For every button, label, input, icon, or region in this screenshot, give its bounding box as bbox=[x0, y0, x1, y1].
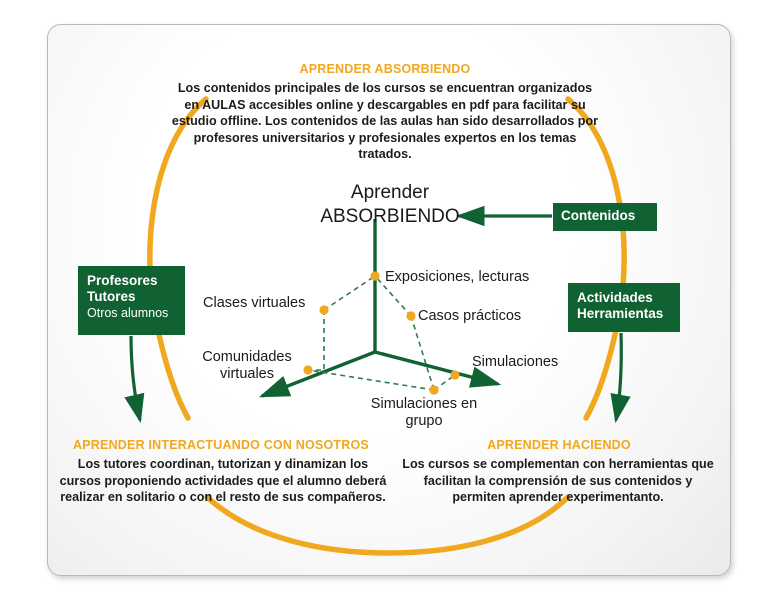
heading-aprender-interactuando: APRENDER INTERACTUANDO CON NOSOTROS bbox=[73, 438, 369, 452]
box-actividades-line1: Actividades bbox=[577, 290, 653, 305]
node-dots bbox=[303, 271, 459, 394]
center-title-line1: Aprender bbox=[350, 182, 430, 203]
arrow-profesores-down bbox=[131, 336, 140, 420]
node-dot-exposiciones bbox=[370, 271, 379, 280]
box-profesores-line3: Otros alumnos bbox=[87, 306, 169, 320]
node-dot-clases-virtuales bbox=[319, 305, 328, 314]
label-simulaciones-en-grupo: Simulaciones en grupo bbox=[370, 396, 478, 429]
node-dot-simulaciones bbox=[450, 370, 459, 379]
label-exposiciones-lecturas: Exposiciones, lecturas bbox=[385, 269, 530, 285]
box-actividades-herramientas bbox=[568, 283, 680, 332]
node-dot-casos-practicos bbox=[406, 311, 415, 320]
paragraph-absorbing: Los contenidos principales de los cursos se encuentran organizados en AULAS accesibles online y descargables en pdf para facilitar su estudio offline. Los contenidos de las aulas han sido desarrollados por profesores universitarios y profesionales expertos en los temas tratados. bbox=[171, 81, 599, 162]
heading-aprender-absorbiendo: APRENDER ABSORBIENDO bbox=[299, 62, 471, 76]
paragraph-doing: Los cursos se complementan con herramientas que facilitan la comprensión de sus contenidos y permiten aprender experimentanto. bbox=[402, 457, 714, 505]
box-profesores-tutores bbox=[78, 266, 185, 335]
label-clases-virtuales: Clases virtuales bbox=[203, 295, 306, 311]
box-contenidos bbox=[553, 203, 657, 231]
arrow-actividades-down bbox=[616, 333, 621, 420]
box-profesores-line2: Tutores bbox=[87, 289, 136, 304]
box-actividades-line2: Herramientas bbox=[577, 306, 664, 321]
node-dot-simulaciones-en-grupo bbox=[429, 385, 438, 394]
label-casos-practicos: Casos prácticos bbox=[418, 308, 522, 324]
center-title bbox=[300, 181, 480, 229]
heading-aprender-haciendo: APRENDER HACIENDO bbox=[487, 438, 631, 452]
label-simulaciones: Simulaciones bbox=[472, 354, 559, 370]
box-contenidos-label: Contenidos bbox=[561, 208, 636, 223]
dashed-node-links bbox=[308, 276, 455, 390]
box-profesores-line1: Profesores bbox=[87, 273, 158, 288]
label-comunidades-virtuales: Comunidades virtuales bbox=[202, 349, 292, 382]
node-dot-comunidades-virtuales bbox=[303, 365, 312, 374]
center-title-line2: ABSORBIENDO bbox=[320, 206, 460, 227]
paragraph-interacting: Los tutores coordinan, tutorizan y dinamizan los cursos proponiendo actividades que el alumno deberá realizar en solitario o con el resto de sus compañeros. bbox=[59, 457, 387, 505]
